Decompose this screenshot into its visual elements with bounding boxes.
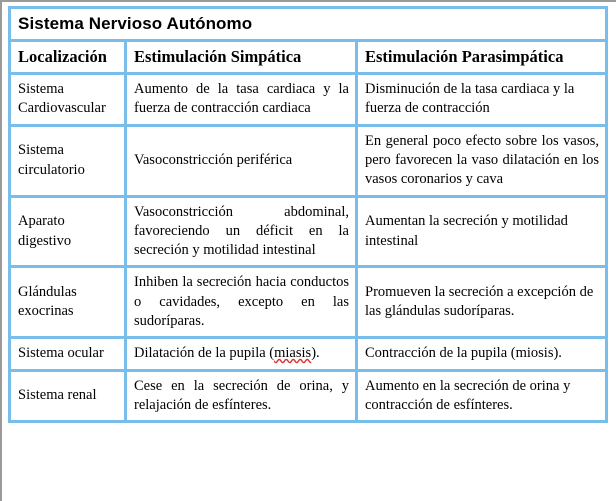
cell-parasimpatica: Aumentan la secreción y motilidad intestinal (358, 198, 608, 269)
cell-parasimpatica: Contracción de la pupila (miosis). (358, 339, 608, 371)
cell-localizacion: Sistema circulatorio (8, 127, 127, 198)
cell-simpatica: Cese en la secreción de orina, y relajación de esfínteres. (127, 372, 358, 424)
cell-simpatica (127, 339, 358, 371)
table-row (8, 198, 608, 269)
cell-simpatica: Vasoconstricción abdominal, favoreciendo un déficit en la secreción y motilidad intestinal (127, 198, 358, 269)
text-fragment-suffix: ). (311, 345, 320, 362)
cell-localizacion: Sistema ocular (8, 339, 127, 371)
table-title: Sistema Nervioso Autónomo (8, 6, 608, 42)
cell-parasimpatica: Aumento en la secreción de orina y contracción de esfínteres. (358, 372, 608, 424)
column-header-estimulacion-simpatica: Estimulación Simpática (127, 42, 358, 75)
cell-localizacion: Sistema renal (8, 372, 127, 424)
cell-simpatica: Vasoconstricción periférica (127, 127, 358, 198)
table-header-row (8, 42, 608, 75)
cell-simpatica: Inhiben la secreción hacia conductos o cavidades, excepto en las sudoríparas. (127, 268, 358, 339)
table-row (8, 268, 608, 339)
cell-parasimpatica: Promueven la secreción a excepción de las glándulas sudoríparas. (358, 268, 608, 339)
text-fragment-prefix: Dilatación de la pupila ( (134, 345, 275, 362)
table-row (8, 339, 608, 371)
column-header-localizacion: Localización (8, 42, 127, 75)
cell-localizacion: Sistema Cardiovascular (8, 75, 127, 127)
cell-localizacion: Aparato digestivo (8, 198, 127, 269)
table-row (8, 75, 608, 127)
cell-parasimpatica: Disminución de la tasa cardiaca y la fuerza de contracción (358, 75, 608, 127)
cell-simpatica: Aumento de la tasa cardiaca y la fuerza de contracción cardiaca (127, 75, 358, 127)
table-row (8, 127, 608, 198)
column-header-estimulacion-parasimpatica: Estimulación Parasimpática (358, 42, 608, 75)
spellcheck-misspelled-word: miasis (274, 345, 312, 362)
table-title-row (8, 6, 608, 42)
table-row (8, 372, 608, 424)
cell-parasimpatica: En general poco efecto sobre los vasos, pero favorecen la vaso dilatación en los vasos coronarios y cava (358, 127, 608, 198)
cell-localizacion: Glándulas exocrinas (8, 268, 127, 339)
autonomic-nervous-system-table (8, 6, 608, 423)
